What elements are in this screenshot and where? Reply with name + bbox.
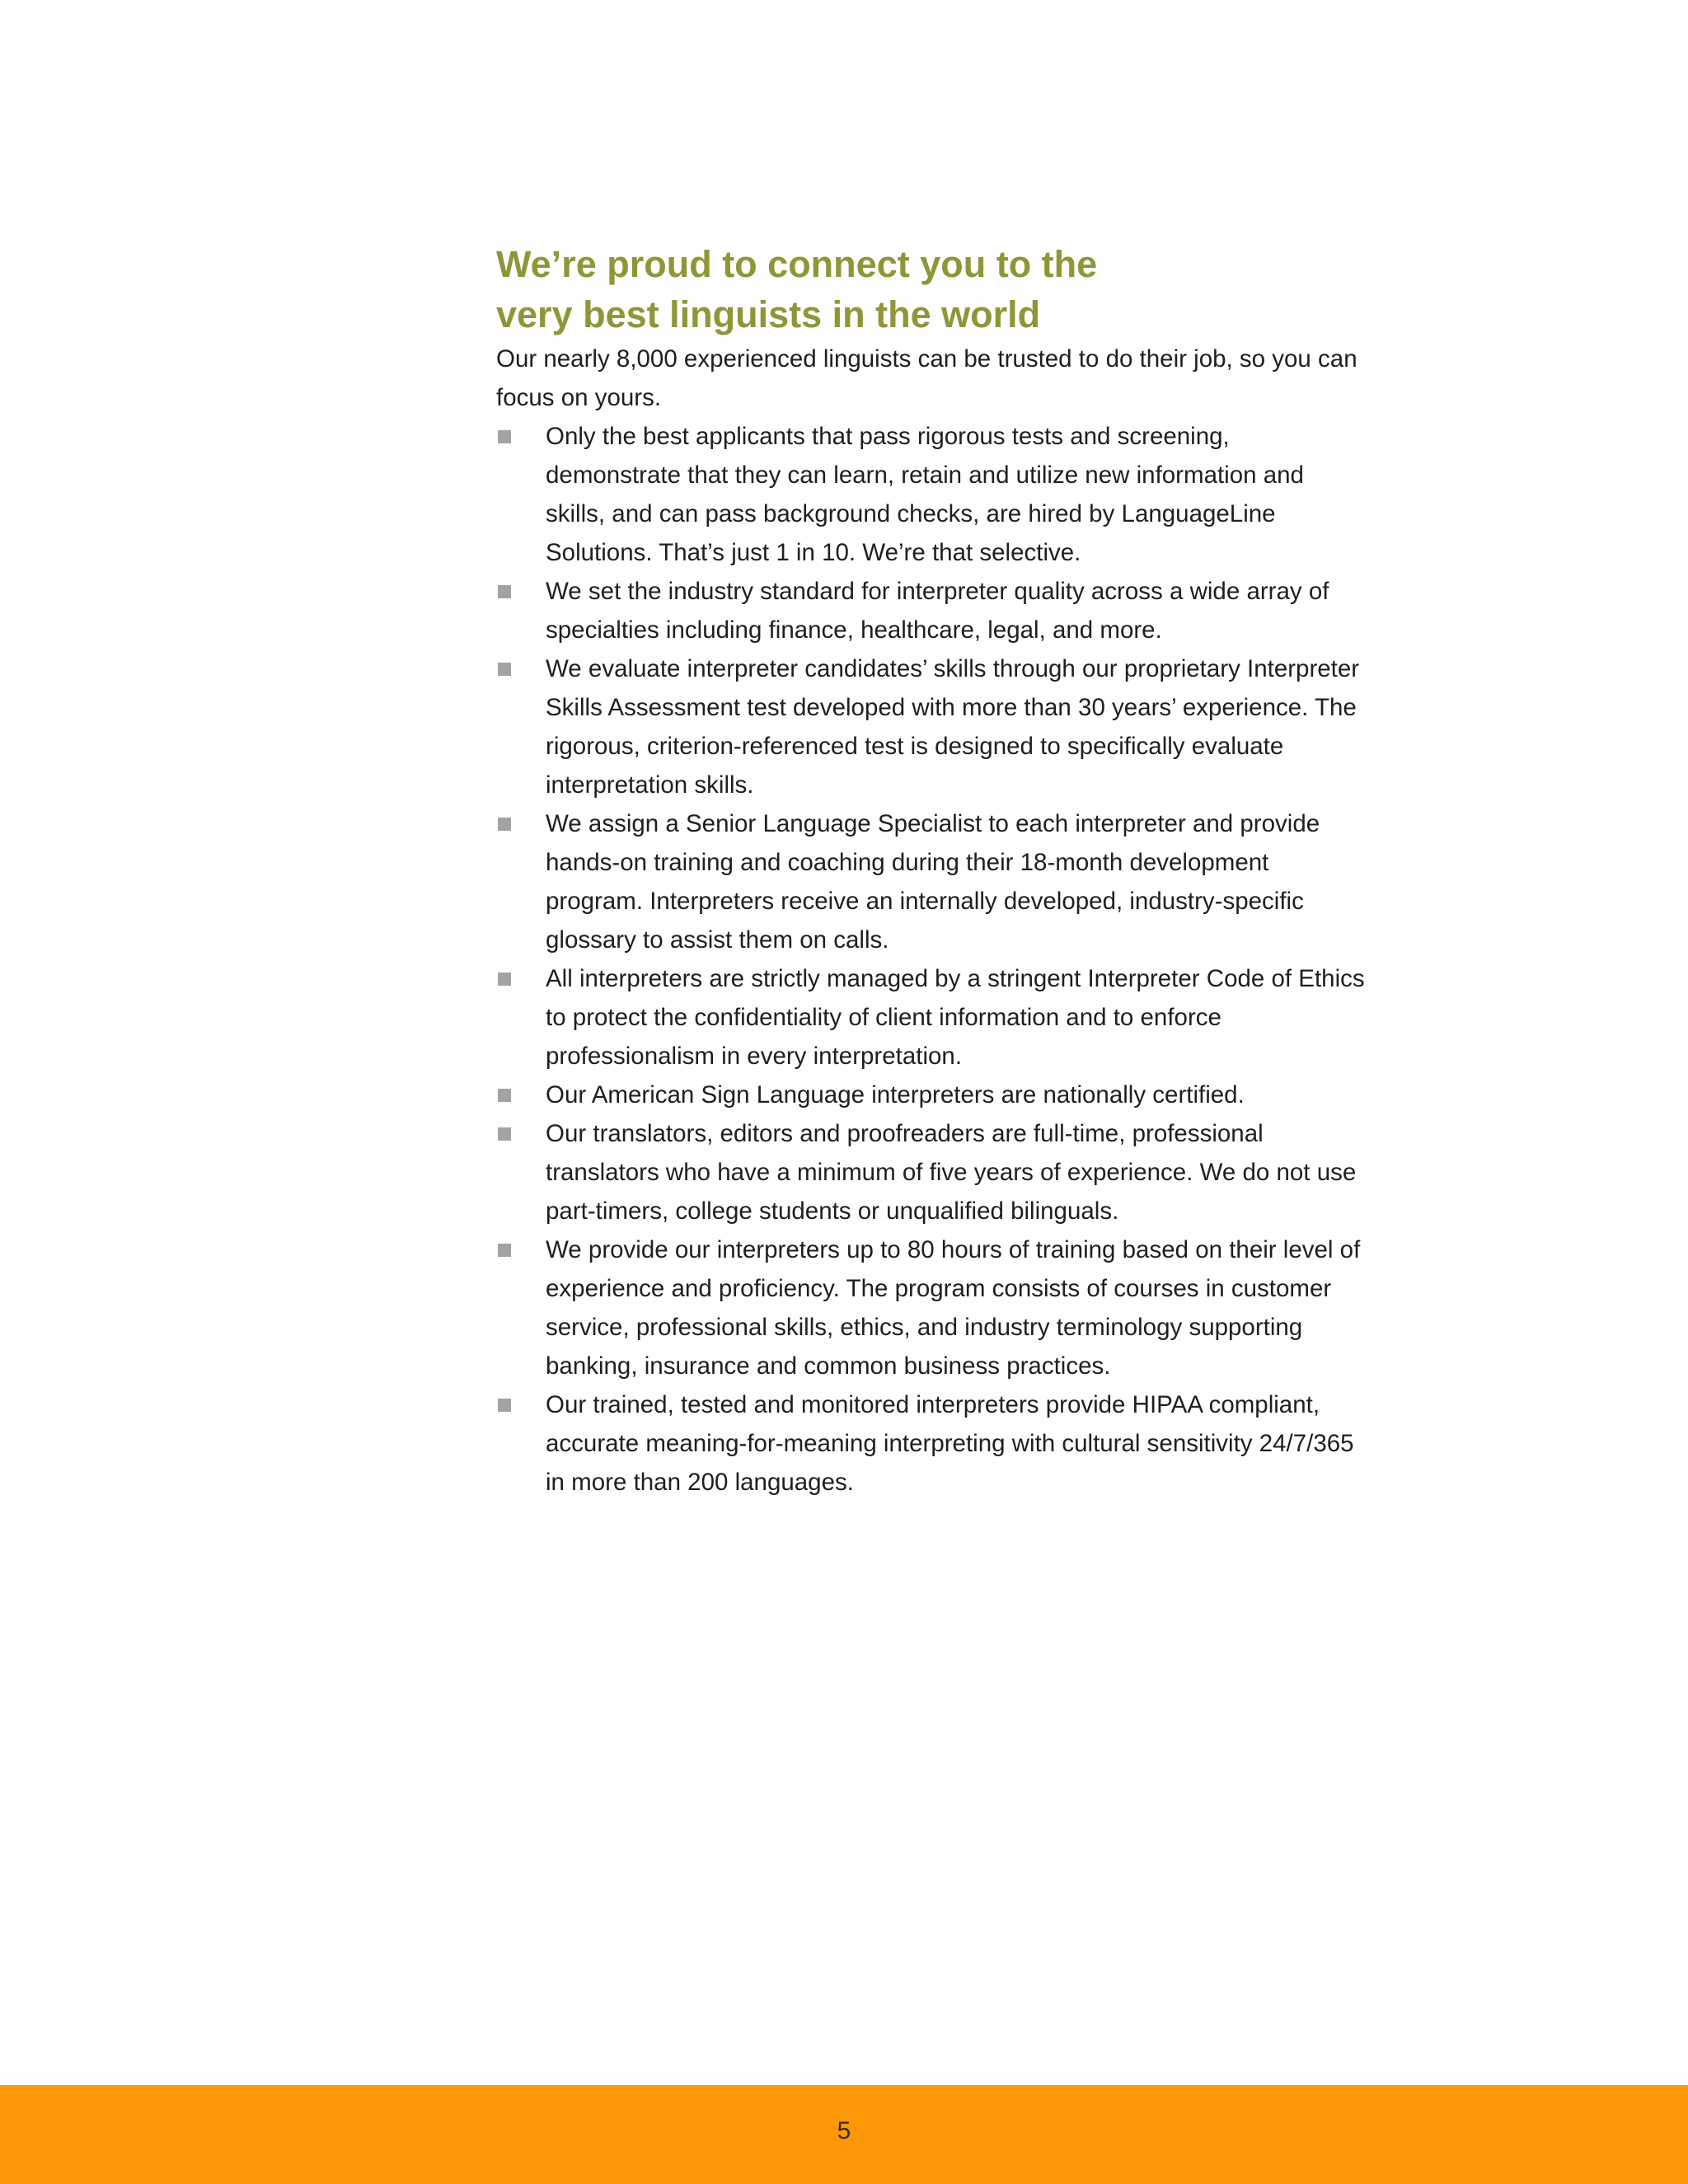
bullet-item — [496, 959, 1370, 1076]
square-bullet-icon — [498, 1244, 511, 1257]
square-bullet-icon — [498, 972, 511, 986]
bullet-text: We provide our interpreters up to 80 hours of training based on their level of experience and proficiency. The program consists of courses in customer service, professional skills, ethics, and industry terminology supporting banking, insurance and common business practices. — [546, 1236, 1361, 1380]
square-bullet-icon — [498, 585, 511, 598]
page-number: 5 — [837, 2117, 851, 2144]
bullet-text: Our translators, editors and proofreaders are full-time, professional translators who have a minimum of five years of experience. We do not use part-timers, college students or unqualified bilinguals. — [546, 1120, 1357, 1225]
bullet-text: We evaluate interpreter candidates’ skills through our proprietary Interpreter Skills Assessment test developed with more than 30 years’ experience. The rigorous, criterion-referenced test is designed to specifically evaluate interpretation skills. — [546, 655, 1360, 799]
bullet-text: We assign a Senior Language Specialist to each interpreter and provide hands-on training and coaching during their 18-month development program. Interpreters receive an internally developed, industry-specific glossary to assist them on calls. — [546, 810, 1320, 954]
heading-line-1: We’re proud to connect you to the — [496, 243, 1098, 285]
intro-paragraph: Our nearly 8,000 experienced linguists can be trusted to do their job, so you can focus on yours. — [496, 345, 1357, 411]
square-bullet-icon — [498, 1127, 511, 1141]
heading-line-2: very best linguists in the world — [496, 293, 1041, 335]
bullet-item — [496, 572, 1370, 649]
square-bullet-icon — [498, 818, 511, 831]
bullet-item — [496, 417, 1370, 572]
bullet-item — [496, 1076, 1370, 1114]
bullet-list — [496, 417, 1370, 1502]
bullet-text: Only the best applicants that pass rigorous tests and screening, demonstrate that they can learn, retain and utilize new information and skills, and can pass background checks, are hired by LanguageLine Solutions. That’s just 1 in 10. We’re that selective. — [546, 423, 1304, 566]
bullet-item — [496, 649, 1370, 804]
bullet-text: We set the industry standard for interpreter quality across a wide array of specialties including finance, healthcare, legal, and more. — [546, 578, 1329, 644]
square-bullet-icon — [498, 663, 511, 676]
footer-bar — [0, 2085, 1688, 2184]
bullet-text: Our trained, tested and monitored interpreters provide HIPAA compliant, accurate meaning-for-meaning interpreting with cultural sensitivity 24/7/365 in more than 200 languages. — [546, 1391, 1354, 1496]
square-bullet-icon — [498, 1399, 511, 1412]
square-bullet-icon — [498, 430, 511, 443]
bullet-item — [496, 1114, 1370, 1230]
bullet-text: All interpreters are strictly managed by a stringent Interpreter Code of Ethics to protect the confidentiality of client information and to enforce professionalism in every interpretation. — [546, 965, 1365, 1070]
page-content — [496, 239, 1370, 1502]
bullet-item — [496, 1385, 1370, 1502]
square-bullet-icon — [498, 1089, 511, 1102]
bullet-item — [496, 1230, 1370, 1385]
bullet-text: Our American Sign Language interpreters are nationally certified. — [546, 1081, 1245, 1108]
page-heading — [496, 239, 1370, 340]
bullet-item — [496, 804, 1370, 959]
